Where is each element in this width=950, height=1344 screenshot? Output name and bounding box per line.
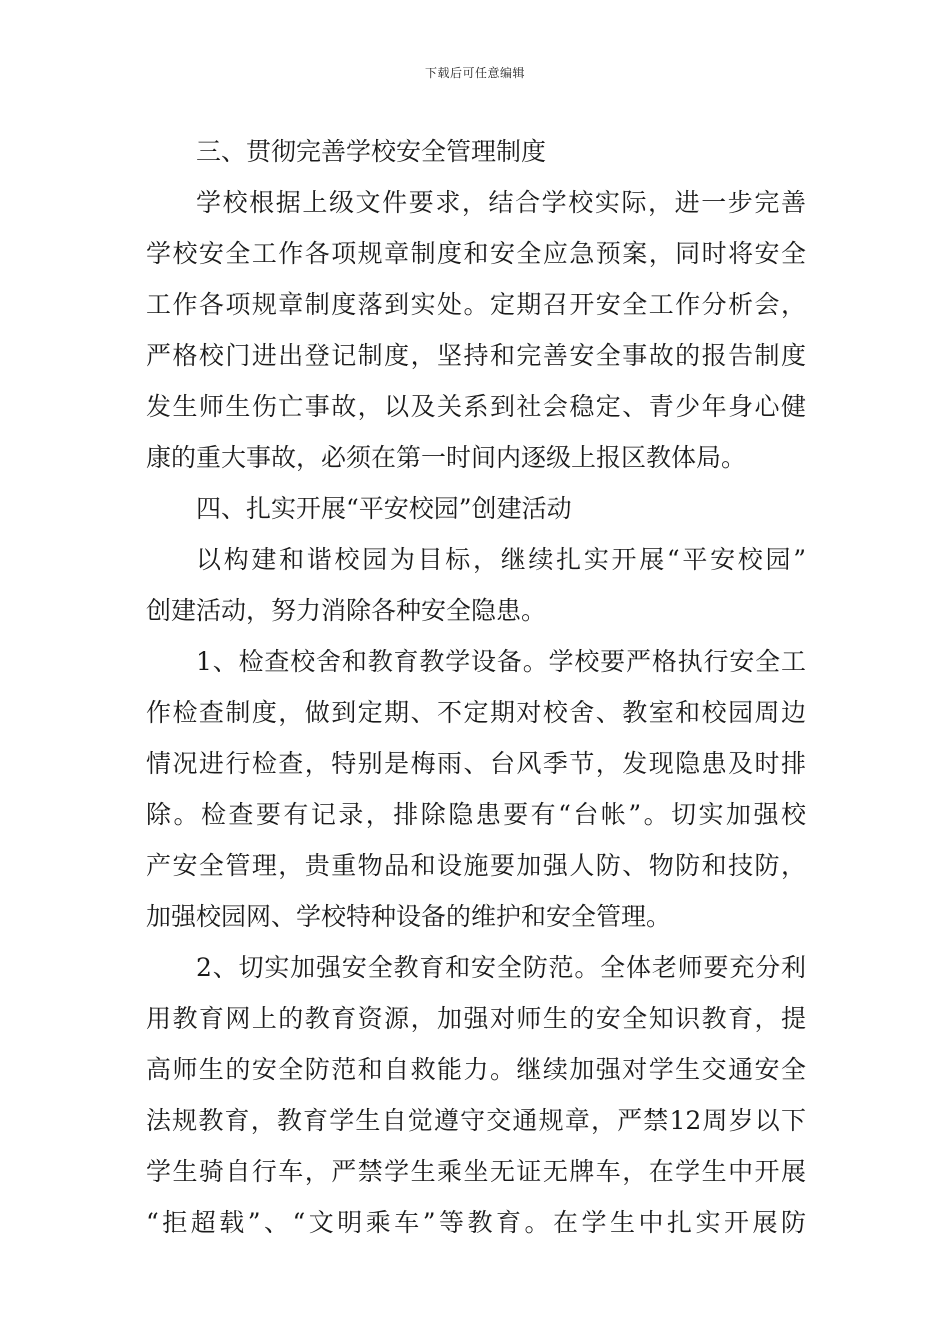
paragraph-line: 高师生的安全防范和自救能力。继续加强对学生交通安全 [146,1055,806,1084]
paragraph-line: 1、检查校舍和教育教学设备。学校要严格执行安全工 [196,647,806,676]
paragraph-line: 作检查制度，做到定期、不定期对校舍、教室和校园周边 [146,698,806,727]
section-heading-3: 三、贯彻完善学校安全管理制度 [196,137,547,166]
paragraph-line: 法规教育，教育学生自觉遵守交通规章，严禁12周岁以下 [146,1106,806,1135]
paragraph-line: 加强校园网、学校特种设备的维护和安全管理。 [146,902,672,931]
paragraph-line: “拒超载”、“文明乘车”等教育。在学生中扎实开展防 [146,1208,806,1237]
page-header-note: 下载后可任意编辑 [424,66,525,80]
section-heading-4: 四、扎实开展“平安校园”创建活动 [196,494,572,523]
paragraph-line: 2、切实加强安全教育和安全防范。全体老师要充分利 [196,953,806,982]
paragraph-line: 以构建和谐校园为目标，继续扎实开展“平安校园” [196,545,806,574]
paragraph-line: 产安全管理，贵重物品和设施要加强人防、物防和技防， [146,851,806,880]
paragraph-line: 发生师生伤亡事故，以及关系到社会稳定、青少年身心健 [146,392,806,421]
paragraph-line: 严格校门进出登记制度，坚持和完善安全事故的报告制度 [146,341,806,370]
paragraph-line: 创建活动，努力消除各种安全隐患。 [146,596,547,625]
paragraph-line: 学校根据上级文件要求，结合学校实际，进一步完善 [196,188,806,217]
paragraph-line: 康的重大事故，必须在第一时间内逐级上报区教体局。 [146,443,747,472]
paragraph-line: 情况进行检查，特别是梅雨、台风季节，发现隐患及时排 [146,749,806,778]
paragraph-line: 学校安全工作各项规章制度和安全应急预案，同时将安全 [146,239,806,268]
paragraph-line: 除。检查要有记录，排除隐患要有“台帐”。切实加强校 [146,800,806,829]
paragraph-line: 工作各项规章制度落到实处。定期召开安全工作分析会， [146,290,806,319]
document-body [146,126,806,1248]
paragraph-line: 学生骑自行车，严禁学生乘坐无证无牌车，在学生中开展 [146,1157,806,1186]
paragraph-line: 用教育网上的教育资源，加强对师生的安全知识教育，提 [146,1004,806,1033]
